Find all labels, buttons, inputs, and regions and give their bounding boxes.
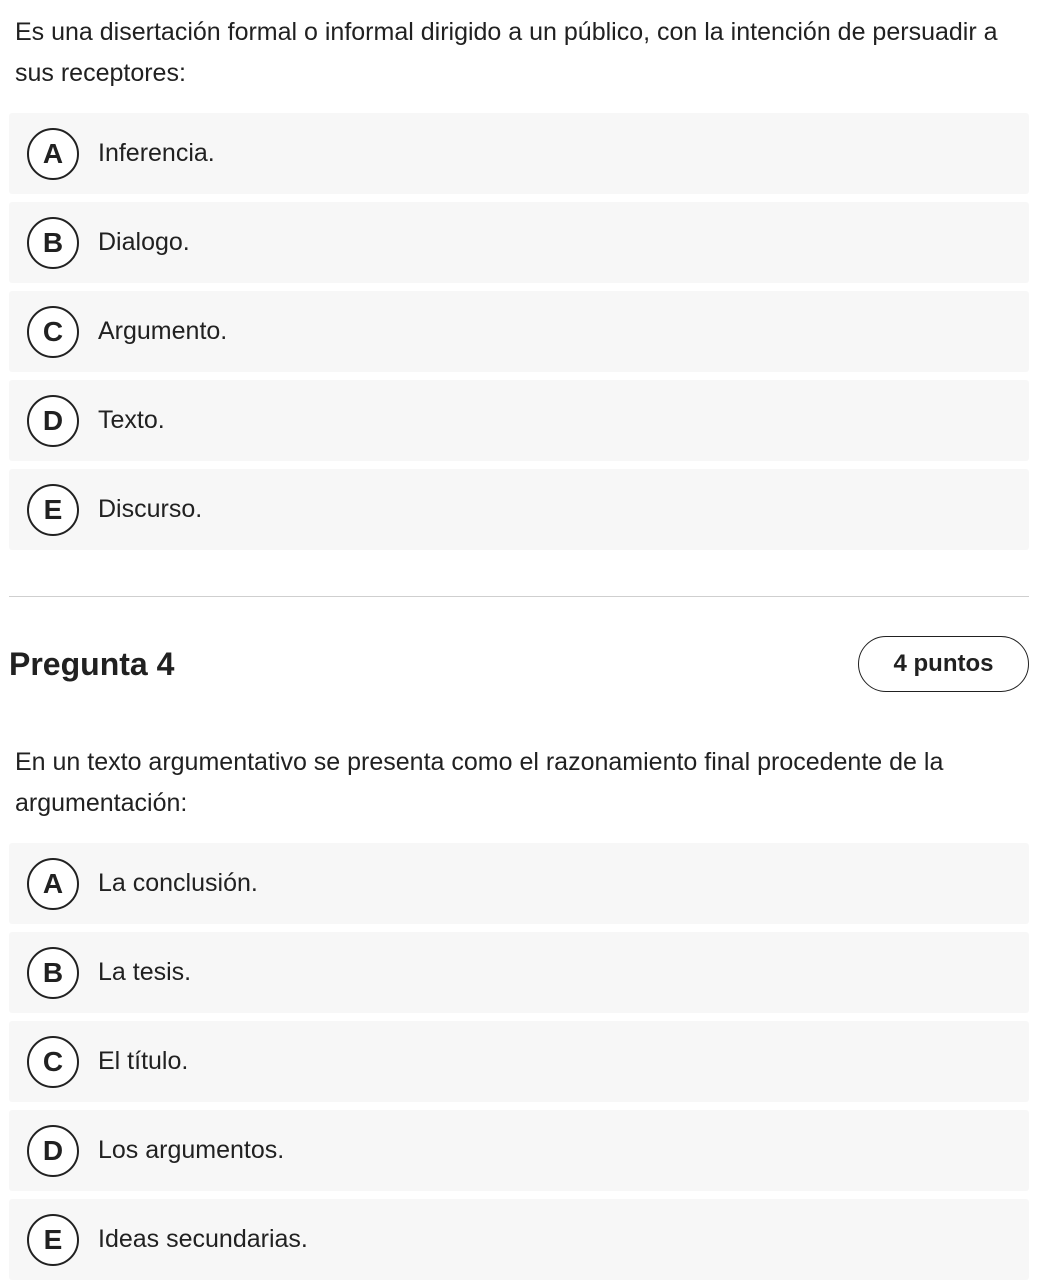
option-label: La conclusión. xyxy=(98,869,258,897)
option-label: Argumento. xyxy=(98,317,228,345)
option-letter-badge: A xyxy=(27,858,79,910)
question-divider xyxy=(9,596,1029,597)
option-label: Los argumentos. xyxy=(98,1136,285,1164)
option-letter-badge: E xyxy=(27,484,79,536)
option-label: El título. xyxy=(98,1047,189,1075)
question-4-option-d[interactable] xyxy=(9,1110,1029,1191)
option-letter-badge: B xyxy=(27,217,79,269)
points-badge: 4 puntos xyxy=(858,636,1029,692)
question-3-options xyxy=(9,113,1029,558)
question-4-title: Pregunta 4 xyxy=(9,646,175,682)
option-letter-badge: D xyxy=(27,1125,79,1177)
question-4-options xyxy=(9,843,1029,1288)
question-4-option-b[interactable] xyxy=(9,932,1029,1013)
option-label: Ideas secundarias. xyxy=(98,1225,308,1253)
option-letter-badge: B xyxy=(27,947,79,999)
option-letter-badge: E xyxy=(27,1214,79,1266)
option-label: La tesis. xyxy=(98,958,192,986)
option-label: Dialogo. xyxy=(98,228,190,256)
question-3-option-e[interactable] xyxy=(9,469,1029,550)
question-3-option-a[interactable] xyxy=(9,113,1029,194)
question-4-option-a[interactable] xyxy=(9,843,1029,924)
question-3-text: Es una disertación formal o informal dirigido a un público, con la intención de persuadir a sus receptores: xyxy=(15,18,998,87)
option-letter-badge: C xyxy=(27,1036,79,1088)
option-letter-badge: A xyxy=(27,128,79,180)
option-label: Inferencia. xyxy=(98,139,215,167)
question-3-option-c[interactable] xyxy=(9,291,1029,372)
question-4-text: En un texto argumentativo se presenta como el razonamiento final procedente de la argumentación: xyxy=(15,748,944,817)
question-3-option-d[interactable] xyxy=(9,380,1029,461)
option-letter-badge: C xyxy=(27,306,79,358)
question-3-option-b[interactable] xyxy=(9,202,1029,283)
option-letter-badge: D xyxy=(27,395,79,447)
question-4-option-e[interactable] xyxy=(9,1199,1029,1280)
option-label: Discurso. xyxy=(98,495,203,523)
option-label: Texto. xyxy=(98,406,165,434)
question-4-option-c[interactable] xyxy=(9,1021,1029,1102)
